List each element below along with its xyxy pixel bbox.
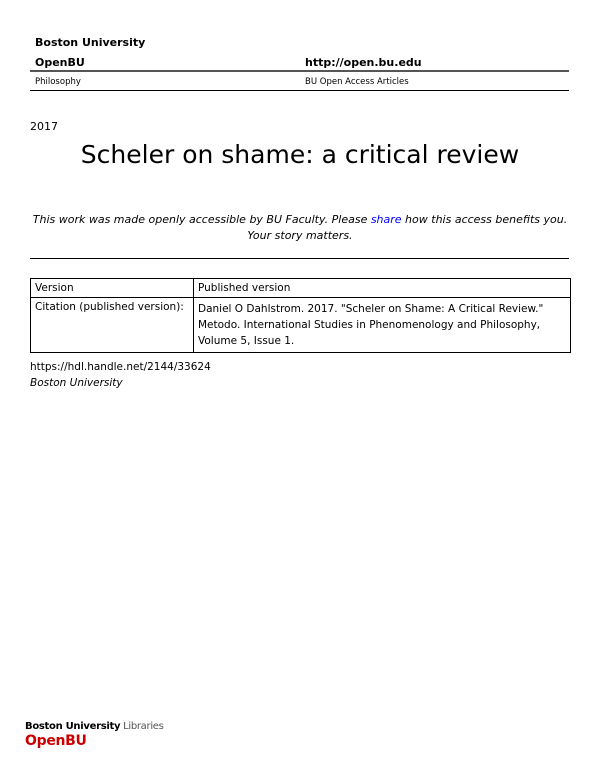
logo-text: Boston University	[25, 721, 121, 732]
notice-line-2: Your story matters.	[247, 229, 353, 242]
handle-link[interactable]: https://hdl.handle.net/2144/33624	[30, 361, 211, 373]
row-value: Published version	[194, 279, 571, 298]
logo-openbu: OpenBU	[25, 733, 87, 749]
row-value: Daniel O Dahlstrom. 2017. "Scheler on Shame: A Critical Review." Metodo. International Studies in Phenomenology and Philosophy, Volume 5, Issue 1.	[194, 298, 571, 353]
page-title: Scheler on shame: a critical review	[80, 140, 520, 169]
table-row	[31, 279, 571, 298]
collection: BU Open Access Articles	[305, 77, 409, 87]
table-row	[31, 298, 571, 353]
repository-name: OpenBU	[35, 56, 85, 69]
footer-logo	[25, 721, 164, 749]
header-divider	[30, 70, 569, 72]
year: 2017	[30, 120, 58, 133]
department: Philosophy	[35, 77, 81, 87]
share-link[interactable]: share	[370, 213, 402, 226]
institution-name: Boston University	[35, 36, 146, 49]
metadata-table	[30, 278, 571, 353]
row-label: Version	[31, 279, 194, 298]
notice-text-2: how this access benefits you.	[401, 213, 568, 226]
handle-org: Boston University	[30, 377, 123, 389]
row-label: Citation (published version):	[31, 298, 194, 353]
header-divider-2	[30, 90, 569, 91]
notice-text: This work was made openly accessible by BU Faculty. Please	[32, 213, 371, 226]
divider	[30, 258, 569, 259]
repository-url[interactable]: http://open.bu.edu	[305, 56, 422, 69]
access-notice	[0, 212, 600, 244]
logo-text-2: Libraries	[123, 721, 164, 732]
